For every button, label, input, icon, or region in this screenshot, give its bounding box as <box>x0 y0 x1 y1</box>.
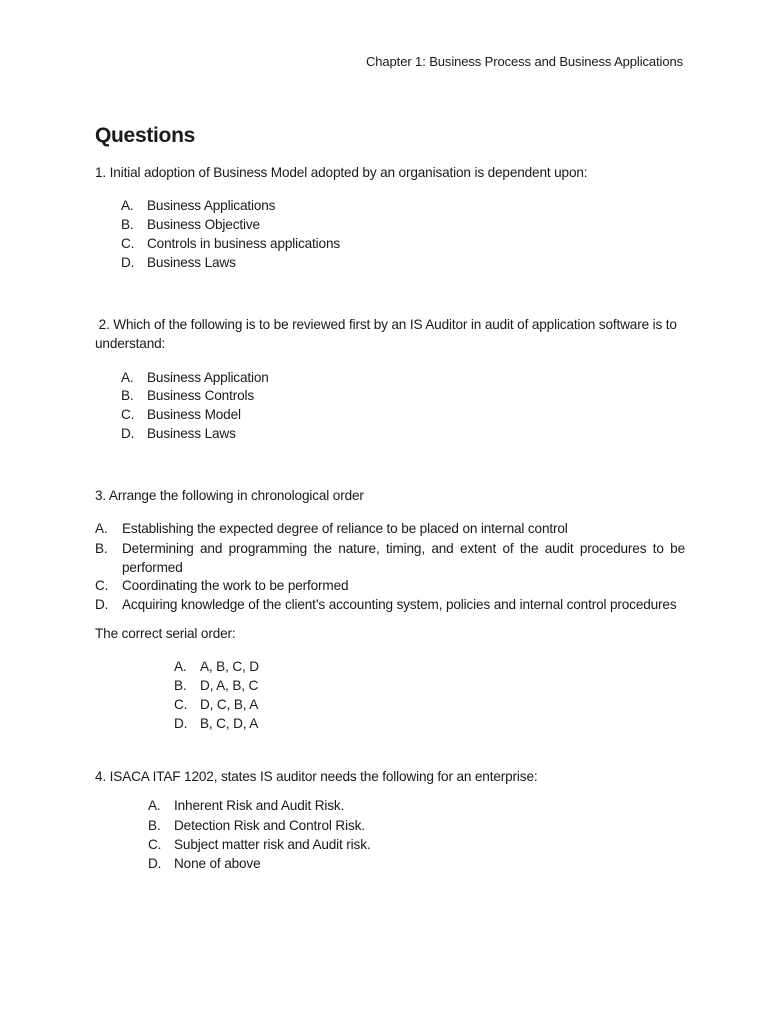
option-text: Business Model <box>147 407 241 422</box>
item-letter: B. <box>95 541 108 556</box>
question-2-option-c <box>121 405 241 424</box>
option-letter: A. <box>121 198 134 213</box>
question-2-option-d <box>121 424 236 443</box>
question-1-stem: 1. Initial adoption of Business Model adopted by an organisation is dependent upon: <box>95 165 588 180</box>
option-text: Business Application <box>147 370 269 385</box>
question-1-option-c <box>121 234 340 253</box>
option-text: B, C, D, A <box>200 716 259 731</box>
option-letter: B. <box>148 818 161 833</box>
question-4-stem: 4. ISACA ITAF 1202, states IS auditor needs the following for an enterprise: <box>95 769 538 784</box>
option-letter: A. <box>148 798 161 813</box>
option-letter: D. <box>148 856 162 871</box>
option-letter: B. <box>121 388 134 403</box>
item-text: Establishing the expected degree of reliance to be placed on internal control <box>122 521 568 536</box>
option-text: Controls in business applications <box>147 236 341 251</box>
question-2-option-a <box>121 368 269 387</box>
option-letter: C. <box>121 236 135 251</box>
question-1-option-a <box>121 196 275 215</box>
item-text: Acquiring knowledge of the client’s accounting system, policies and internal control procedures <box>122 597 677 612</box>
option-letter: D. <box>174 716 188 731</box>
item-text: Coordinating the work to be performed <box>122 578 349 593</box>
option-letter: B. <box>121 217 134 232</box>
question-3-item-b <box>95 539 685 577</box>
question-3-option-c <box>174 695 258 714</box>
question-3-item-a <box>95 519 685 538</box>
option-text: Business Laws <box>147 255 236 270</box>
question-3-item-d <box>95 595 685 614</box>
option-letter: D. <box>121 255 135 270</box>
item-letter: C. <box>95 578 109 593</box>
question-3-option-a <box>174 657 259 676</box>
option-letter: C. <box>174 697 188 712</box>
option-letter: C. <box>121 407 135 422</box>
chapter-header: Chapter 1: Business Process and Business Applications <box>366 54 683 69</box>
option-text: Business Objective <box>147 217 260 232</box>
option-text: Inherent Risk and Audit Risk. <box>174 798 345 813</box>
option-text: D, C, B, A <box>200 697 259 712</box>
option-text: D, A, B, C <box>200 678 259 693</box>
option-text: Business Laws <box>147 426 236 441</box>
question-4-option-c <box>148 835 370 854</box>
option-text: A, B, C, D <box>200 659 259 674</box>
option-text: Subject matter risk and Audit risk. <box>174 837 371 852</box>
question-3-option-d <box>174 714 258 733</box>
option-letter: B. <box>174 678 187 693</box>
question-3-option-b <box>174 676 258 695</box>
question-4-option-b <box>148 816 365 835</box>
option-text: Business Applications <box>147 198 276 213</box>
question-4-option-d <box>148 854 260 873</box>
question-2-stem: 2. Which of the following is to be reviewed first by an IS Auditor in audit of application software is to understand: <box>95 317 681 351</box>
option-text: Business Controls <box>147 388 255 403</box>
item-text: Determining and programming the nature, timing, and extent of the audit procedures to be performed <box>122 541 685 575</box>
question-3-prompt: The correct serial order: <box>95 626 236 641</box>
item-letter: A. <box>95 521 108 536</box>
option-letter: A. <box>174 659 187 674</box>
question-1-option-b <box>121 215 260 234</box>
question-4-option-a <box>148 796 344 815</box>
option-letter: A. <box>121 370 134 385</box>
question-3-stem: 3. Arrange the following in chronological order <box>95 488 364 503</box>
item-letter: D. <box>95 597 109 612</box>
question-1-option-d <box>121 253 236 272</box>
section-title: Questions <box>95 124 195 147</box>
question-2-option-b <box>121 386 254 405</box>
option-letter: C. <box>148 837 162 852</box>
question-3-item-c <box>95 576 685 595</box>
option-letter: D. <box>121 426 135 441</box>
option-text: Detection Risk and Control Risk. <box>174 818 365 833</box>
option-text: None of above <box>174 856 261 871</box>
